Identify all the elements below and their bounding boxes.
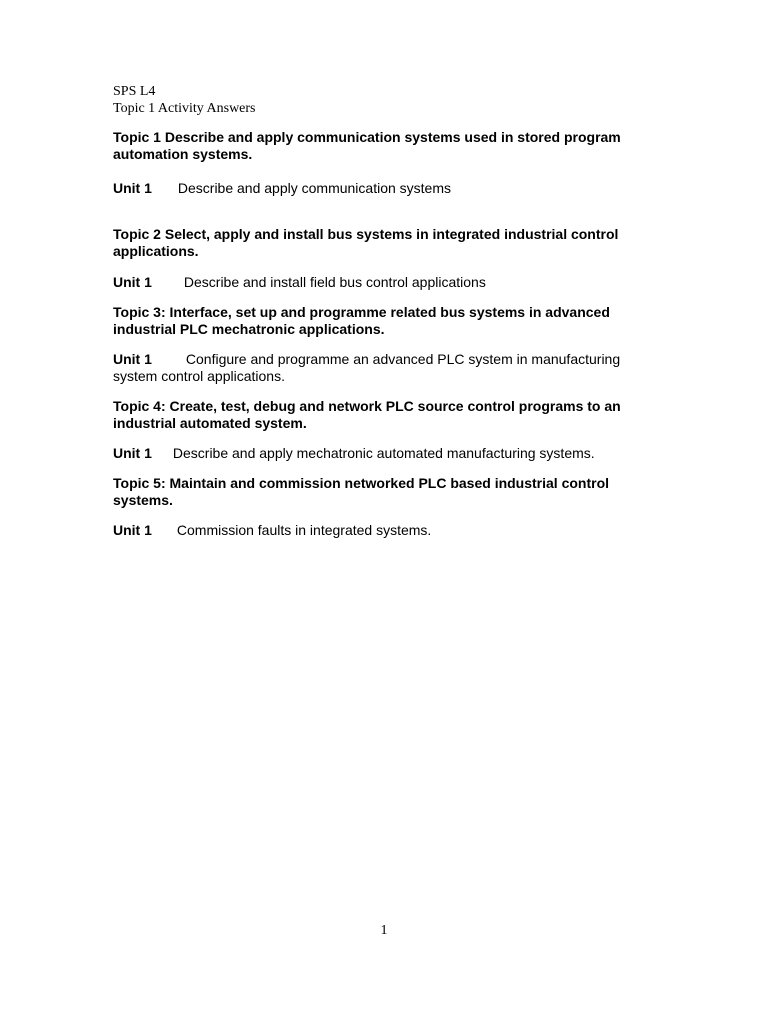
topics-list — [113, 129, 658, 539]
page-number: 1 — [380, 923, 388, 938]
unit-text: Describe and apply mechatronic automated manufacturing systems. — [172, 445, 595, 461]
unit-line — [113, 522, 658, 539]
document-header — [113, 83, 256, 117]
topic-heading: Topic 5: Maintain and commission networked PLC based industrial control systems. — [113, 475, 610, 508]
unit-label: Unit 1 — [113, 180, 152, 196]
unit-text: Describe and apply communication systems — [177, 180, 452, 196]
topic-heading: Topic 4: Create, test, debug and network PLC source control programs to an industrial automated system. — [113, 398, 621, 431]
unit-text: Configure and programme an advanced PLC system in manufacturing system control applications. — [113, 351, 621, 384]
topic-heading: Topic 3: Interface, set up and programme related bus systems in advanced industrial PLC mechatronic applications. — [113, 304, 610, 337]
unit-text: Describe and install field bus control applications — [183, 274, 486, 290]
document-title: Topic 1 Activity Answers — [113, 101, 256, 116]
unit-line — [113, 274, 658, 291]
topic-heading: Topic 1 Describe and apply communication systems used in stored program automation systems. — [113, 129, 621, 162]
unit-label: Unit 1 — [113, 445, 152, 461]
unit-line — [113, 180, 658, 197]
unit-label: Unit 1 — [113, 274, 152, 290]
unit-text: Commission faults in integrated systems. — [176, 522, 432, 538]
topic-heading: Topic 2 Select, apply and install bus systems in integrated industrial control applications. — [113, 226, 619, 259]
unit-line — [113, 445, 658, 462]
unit-line — [113, 351, 658, 385]
unit-label: Unit 1 — [113, 522, 152, 538]
unit-label: Unit 1 — [113, 351, 152, 367]
course-code: SPS L4 — [113, 84, 156, 99]
